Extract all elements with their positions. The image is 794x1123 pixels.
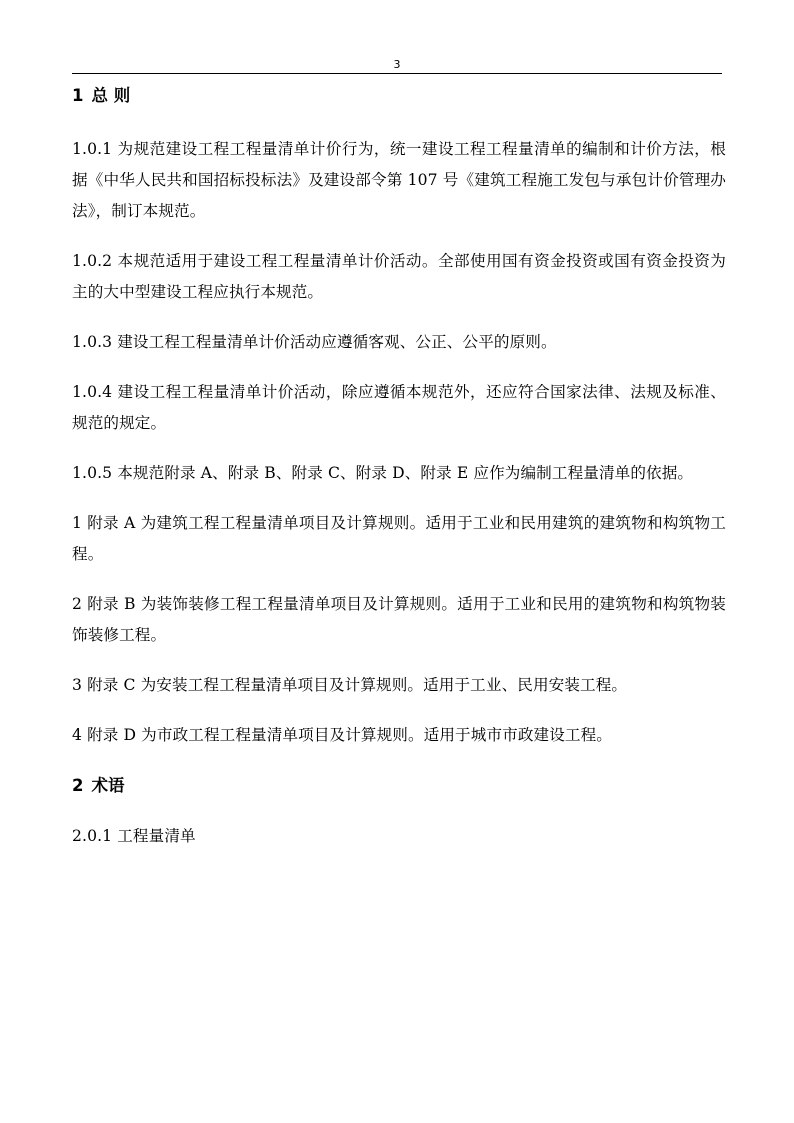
paragraph-appendix-a: 1 附录 A 为建筑工程工程量清单项目及计算规则。适用于工业和民用建筑的建筑物和构筑物工程。	[72, 514, 726, 563]
page-number: 3	[393, 58, 401, 71]
section-title: 术语	[91, 776, 125, 795]
paragraph-1-0-5: 1.0.5 本规范附录 A、附录 B、附录 C、附录 D、附录 E 应作为编制工程量清单的依据。	[72, 464, 694, 482]
header-divider	[72, 73, 722, 74]
section-title: 总 则	[91, 86, 131, 105]
paragraph-1-0-4: 1.0.4 建设工程工程量清单计价活动，除应遵循本规范外，还应符合国家法律、法规及标准、规范的规定。	[72, 383, 726, 432]
paragraph-1-0-3: 1.0.3 建设工程工程量清单计价活动应遵循客观、公正、公平的原则。	[72, 333, 557, 351]
section-number: 2	[72, 776, 84, 795]
section-heading-2	[72, 770, 726, 802]
paragraph-1-0-2: 1.0.2 本规范适用于建设工程工程量清单计价活动。全部使用国有资金投资或国有资金投资为主的大中型建设工程应执行本规范。	[72, 252, 726, 301]
section-number: 1	[72, 86, 84, 105]
paragraph-1-0-1: 1.0.1 为规范建设工程工程量清单计价行为，统一建设工程工程量清单的编制和计价方法，根据《中华人民共和国招标投标法》及建设部令第 107 号《建筑工程施工发包与承包计价管理办法》，制订本规范。	[72, 140, 726, 220]
section-heading-1	[72, 80, 726, 112]
paragraph-appendix-b: 2 附录 B 为装饰装修工程工程量清单项目及计算规则。适用于工业和民用的建筑物和构筑物装饰装修工程。	[72, 595, 726, 644]
paragraph-appendix-c: 3 附录 C 为安装工程工程量清单项目及计算规则。适用于工业、民用安装工程。	[72, 676, 628, 694]
paragraph-2-0-1: 2.0.1 工程量清单	[72, 827, 196, 845]
paragraph-appendix-d: 4 附录 D 为市政工程工程量清单项目及计算规则。适用于城市市政建设工程。	[72, 726, 612, 744]
document-body	[72, 80, 726, 852]
